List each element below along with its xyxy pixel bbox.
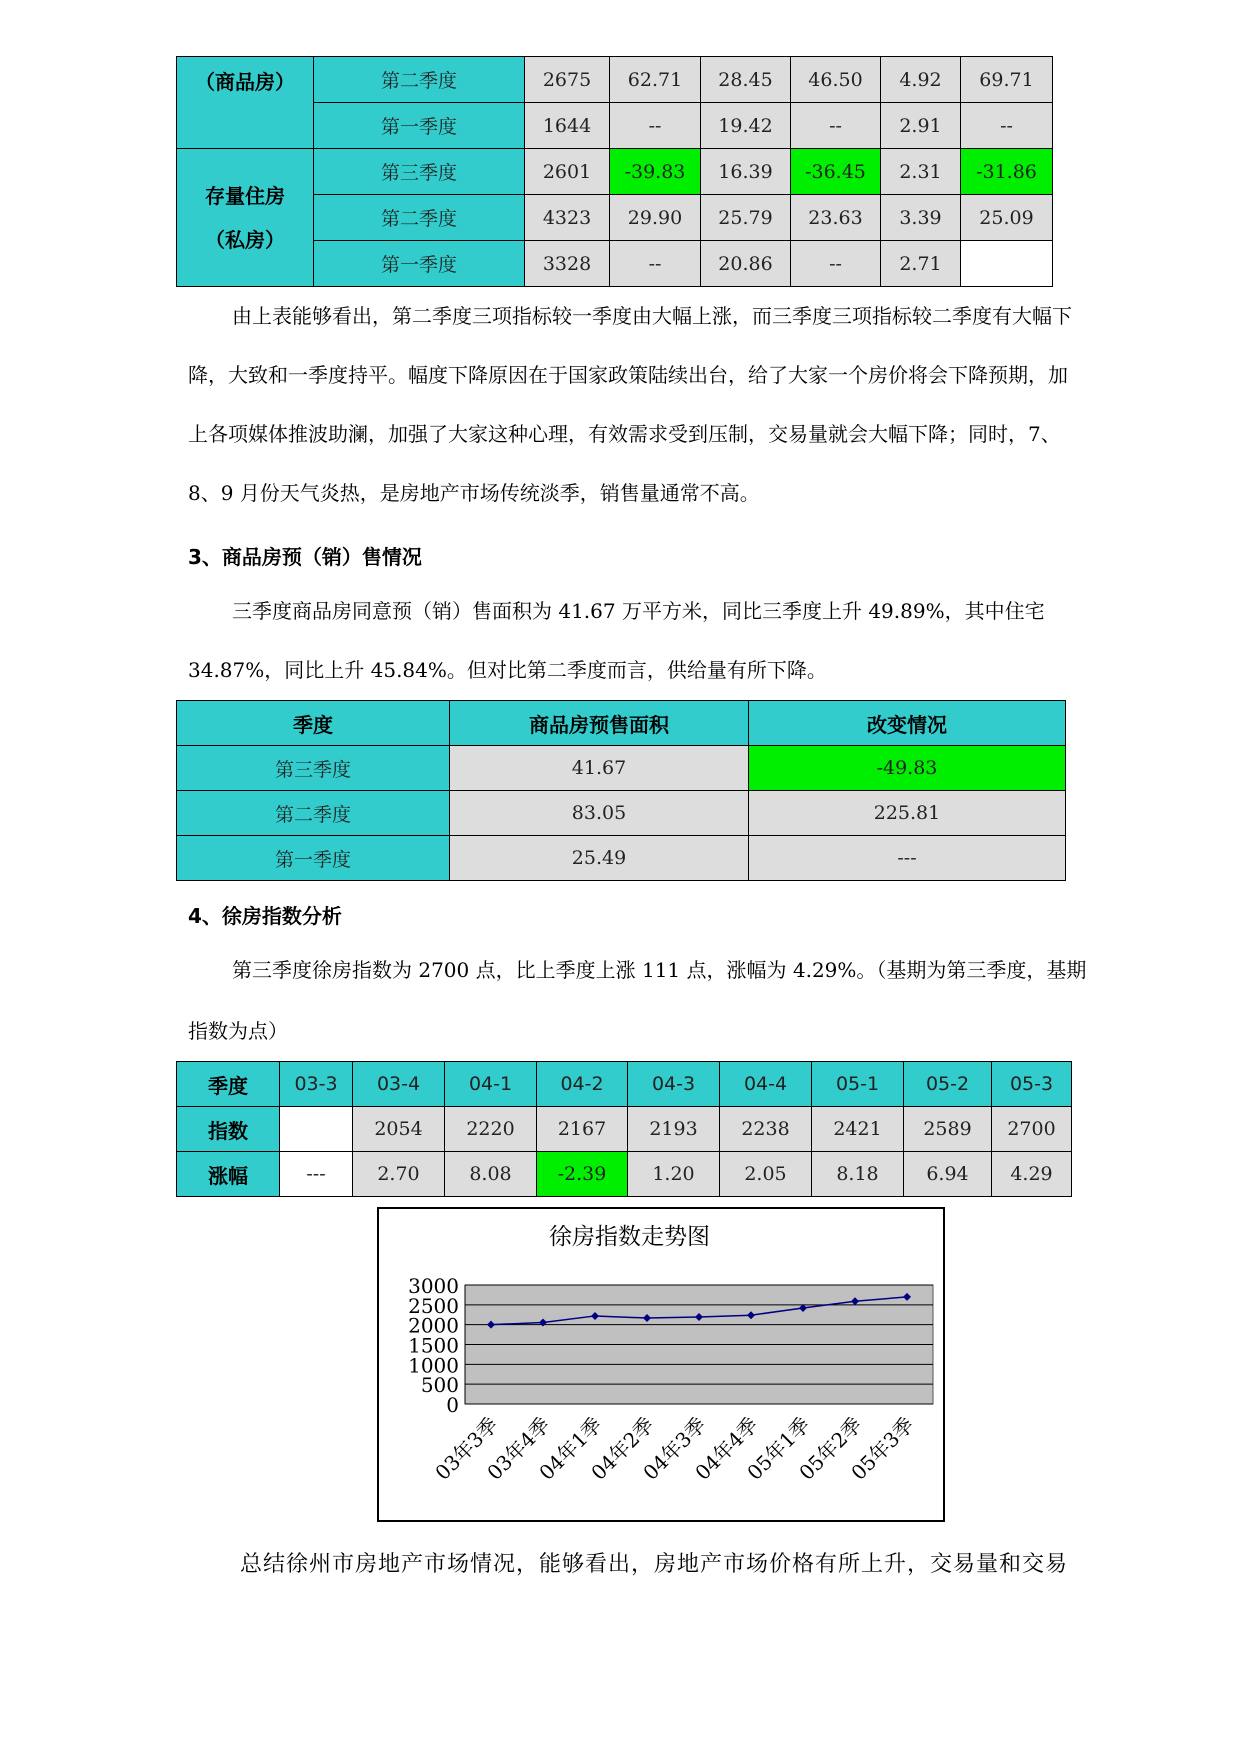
paragraph-line: 34.87%，同比上升 45.84%。但对比第二季度而言，供给量有所下降。 bbox=[188, 658, 827, 682]
y-tick-label: 1500 bbox=[408, 1333, 459, 1358]
quarter-header: 04-1 bbox=[445, 1062, 537, 1107]
value-cell: 28.45 bbox=[701, 57, 791, 103]
value-cell: 19.42 bbox=[701, 103, 791, 149]
y-tick-label: 1000 bbox=[408, 1353, 459, 1378]
quarter-header: 04-4 bbox=[720, 1062, 812, 1107]
quarter-cell: 第二季度 bbox=[314, 195, 525, 241]
quarter-cell: 第二季度 bbox=[314, 57, 525, 103]
transaction-table bbox=[176, 56, 1053, 287]
value-cell: 3328 bbox=[525, 241, 610, 287]
group-label-line: （私房） bbox=[205, 227, 285, 252]
value-cell: -36.45 bbox=[791, 149, 881, 195]
value-cell: 2675 bbox=[525, 57, 610, 103]
quarter-header: 03-3 bbox=[280, 1062, 353, 1107]
group-label-line: 存量住房 bbox=[205, 183, 285, 208]
quarter-header: 04-3 bbox=[628, 1062, 720, 1107]
quarter-header: 03-4 bbox=[353, 1062, 445, 1107]
paragraph-line: 第三季度徐房指数为 2700 点，比上季度上涨 111 点，涨幅为 4.29%。（基期为第三季度，基期 bbox=[232, 958, 1087, 982]
value-cell: -49.83 bbox=[749, 746, 1066, 791]
quarter-header: 05-1 bbox=[812, 1062, 904, 1107]
header-row bbox=[177, 701, 1066, 746]
quarter-header: 04-2 bbox=[537, 1062, 628, 1107]
value-cell: -31.86 bbox=[961, 149, 1053, 195]
quarter-cell: 第一季度 bbox=[177, 836, 450, 881]
value-cell: 2167 bbox=[537, 1107, 628, 1152]
value-cell: 2589 bbox=[904, 1107, 992, 1152]
row-label: 季度 bbox=[177, 1062, 280, 1107]
quarter-cell: 第三季度 bbox=[177, 746, 450, 791]
value-cell: -- bbox=[610, 241, 701, 287]
y-tick-label: 500 bbox=[420, 1373, 459, 1398]
table-row bbox=[177, 57, 1053, 103]
column-header: 改变情况 bbox=[749, 701, 1066, 746]
value-cell: 8.18 bbox=[812, 1152, 904, 1197]
value-cell: 2193 bbox=[628, 1107, 720, 1152]
value-cell: --- bbox=[280, 1152, 353, 1197]
section-heading-3: 3、商品房预（销）售情况 bbox=[188, 545, 422, 569]
quarter-cell: 第三季度 bbox=[314, 149, 525, 195]
y-tick-label: 0 bbox=[446, 1393, 459, 1417]
x-tick-label: 04年2季 bbox=[586, 1412, 659, 1485]
value-cell: 2.70 bbox=[353, 1152, 445, 1197]
group-label-text: （商品房） bbox=[195, 70, 295, 94]
quarter-header: 05-3 bbox=[992, 1062, 1072, 1107]
x-tick-label: 03年4季 bbox=[482, 1412, 555, 1485]
paragraph-line: 指数为点） bbox=[188, 1019, 288, 1043]
value-cell: 2220 bbox=[445, 1107, 537, 1152]
value-cell: 25.09 bbox=[961, 195, 1053, 241]
value-cell: 29.90 bbox=[610, 195, 701, 241]
value-cell: 2421 bbox=[812, 1107, 904, 1152]
paragraph-line: 三季度商品房同意预（销）售面积为 41.67 万平方米，同比三季度上升 49.89%，其中住宅 bbox=[232, 599, 1045, 623]
section-heading-4: 4、徐房指数分析 bbox=[188, 904, 342, 928]
paragraph-line: 由上表能够看出，第二季度三项指标较一季度由大幅上涨，而三季度三项指标较二季度有大幅下 bbox=[232, 304, 1072, 328]
table-row bbox=[177, 1062, 1072, 1107]
x-tick-label: 04年3季 bbox=[638, 1412, 711, 1485]
value-cell: 69.71 bbox=[961, 57, 1053, 103]
x-tick-label: 05年1季 bbox=[742, 1412, 815, 1485]
value-cell: 225.81 bbox=[749, 791, 1066, 836]
value-cell: 2601 bbox=[525, 149, 610, 195]
value-cell: 4.29 bbox=[992, 1152, 1072, 1197]
value-cell: 2054 bbox=[353, 1107, 445, 1152]
value-cell bbox=[280, 1107, 353, 1152]
table-row bbox=[177, 1152, 1072, 1197]
value-cell: 4323 bbox=[525, 195, 610, 241]
chart-title: 徐房指数走势图 bbox=[549, 1224, 710, 1250]
paragraph-line: 降，大致和一季度持平。幅度下降原因在于国家政策陆续出台，给了大家一个房价将会下降预期，加 bbox=[188, 363, 1068, 387]
table-row bbox=[177, 1107, 1072, 1152]
table-row bbox=[177, 791, 1066, 836]
value-cell: 25.79 bbox=[701, 195, 791, 241]
quarter-cell: 第二季度 bbox=[177, 791, 450, 836]
value-cell: 25.49 bbox=[450, 836, 749, 881]
value-cell: -2.39 bbox=[537, 1152, 628, 1197]
paragraph-summary: 总结徐州市房地产市场情况，能够看出，房地产市场价格有所上升，交易量和交易 bbox=[240, 1552, 1069, 1577]
column-header: 商品房预售面积 bbox=[450, 701, 749, 746]
value-cell: 1.20 bbox=[628, 1152, 720, 1197]
value-cell: -- bbox=[791, 241, 881, 287]
value-cell: 62.71 bbox=[610, 57, 701, 103]
value-cell: 2.31 bbox=[881, 149, 961, 195]
value-cell: 2.91 bbox=[881, 103, 961, 149]
value-cell: 2238 bbox=[720, 1107, 812, 1152]
y-tick-label: 2000 bbox=[408, 1313, 459, 1338]
value-cell: 20.86 bbox=[701, 241, 791, 287]
quarter-cell: 第一季度 bbox=[314, 241, 525, 287]
value-cell: -39.83 bbox=[610, 149, 701, 195]
value-cell: -- bbox=[610, 103, 701, 149]
value-cell: -- bbox=[791, 103, 881, 149]
paragraph-line: 8、9 月份天气炎热，是房地产市场传统淡季，销售量通常不高。 bbox=[188, 481, 760, 505]
value-cell: 2.71 bbox=[881, 241, 961, 287]
x-tick-label: 03年3季 bbox=[430, 1412, 503, 1485]
group-label bbox=[177, 57, 314, 149]
value-cell: 41.67 bbox=[450, 746, 749, 791]
value-cell: 46.50 bbox=[791, 57, 881, 103]
row-label: 指数 bbox=[177, 1107, 280, 1152]
x-tick-label: 04年1季 bbox=[534, 1412, 607, 1485]
value-cell: 4.92 bbox=[881, 57, 961, 103]
value-cell: 2700 bbox=[992, 1107, 1072, 1152]
value-cell: 1644 bbox=[525, 103, 610, 149]
table-row bbox=[177, 746, 1066, 791]
value-cell: 83.05 bbox=[450, 791, 749, 836]
x-tick-label: 05年2季 bbox=[794, 1412, 867, 1485]
value-cell: -- bbox=[961, 103, 1053, 149]
value-cell bbox=[961, 241, 1053, 287]
chart-svg bbox=[379, 1209, 943, 1520]
group-label bbox=[177, 149, 314, 287]
value-cell: 23.63 bbox=[791, 195, 881, 241]
x-tick-label: 04年4季 bbox=[690, 1412, 763, 1485]
value-cell: 16.39 bbox=[701, 149, 791, 195]
value-cell: --- bbox=[749, 836, 1066, 881]
index-trend-chart bbox=[377, 1207, 945, 1522]
value-cell: 2.05 bbox=[720, 1152, 812, 1197]
value-cell: 3.39 bbox=[881, 195, 961, 241]
quarter-header: 05-2 bbox=[904, 1062, 992, 1107]
table-row bbox=[177, 836, 1066, 881]
paragraph-line: 上各项媒体推波助澜，加强了大家这种心理，有效需求受到压制，交易量就会大幅下降；同时，7、 bbox=[188, 422, 1061, 446]
value-cell: 6.94 bbox=[904, 1152, 992, 1197]
value-cell: 8.08 bbox=[445, 1152, 537, 1197]
quarter-cell: 第一季度 bbox=[314, 103, 525, 149]
presale-table bbox=[176, 700, 1066, 881]
table-row bbox=[177, 149, 1053, 195]
y-tick-label: 3000 bbox=[408, 1274, 459, 1298]
y-tick-label: 2500 bbox=[408, 1293, 459, 1318]
row-label: 涨幅 bbox=[177, 1152, 280, 1197]
x-tick-label: 05年3季 bbox=[846, 1412, 919, 1485]
index-table bbox=[176, 1061, 1072, 1197]
column-header: 季度 bbox=[177, 701, 450, 746]
